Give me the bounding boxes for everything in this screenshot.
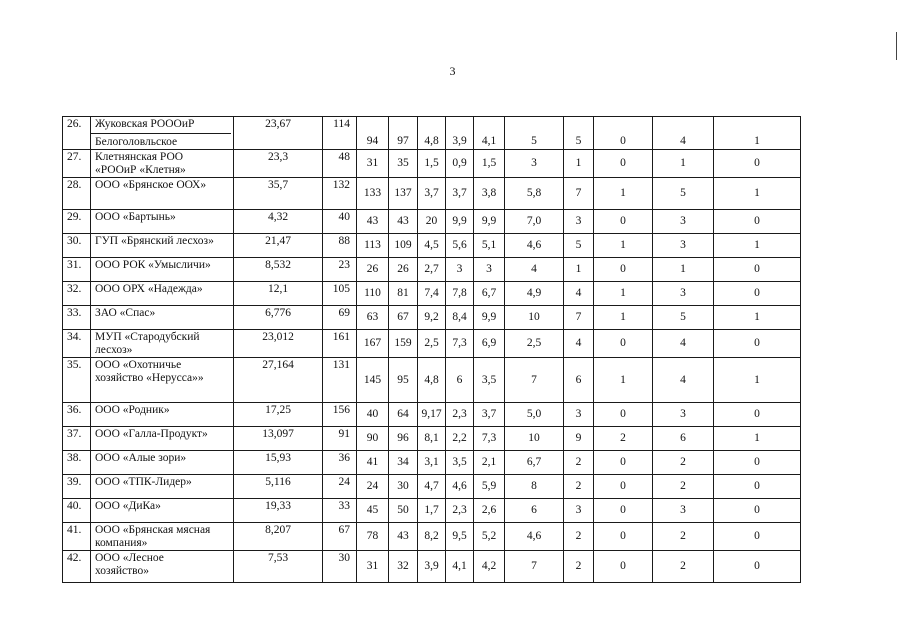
indicator-value: 1 (594, 358, 653, 403)
indicator-value: 145 (357, 358, 389, 403)
organization-name-line: лесхоз» (95, 344, 133, 356)
table-row (63, 330, 801, 358)
indicator-value: 1,5 (418, 150, 446, 178)
indicator-value: 1 (564, 258, 594, 282)
organization-name-line: ООО «Брянское ООХ» (95, 179, 207, 191)
organization-name (91, 306, 234, 330)
row-number: 37. (63, 427, 91, 451)
indicator-value: 2,3 (446, 499, 474, 523)
indicator-value: 1 (714, 117, 801, 150)
indicator-value: 3 (446, 258, 474, 282)
table-row (63, 178, 801, 210)
indicator-value: 35 (389, 150, 418, 178)
indicator-value: 1 (564, 150, 594, 178)
indicator-value: 2 (653, 523, 714, 551)
indicator-value: 0 (714, 499, 801, 523)
indicator-value: 4,1 (446, 551, 474, 583)
organization-name-line: хозяйство «Нерусса»» (95, 372, 204, 384)
indicator-value: 0 (594, 117, 653, 150)
indicator-value: 2 (653, 451, 714, 475)
area-value: 19,33 (234, 499, 323, 523)
row-number: 30. (63, 234, 91, 258)
indicator-value: 4 (505, 258, 564, 282)
area-value: 5,116 (234, 475, 323, 499)
indicator-value: 3 (564, 499, 594, 523)
indicator-value: 10 (505, 306, 564, 330)
area-value: 7,53 (234, 551, 323, 583)
indicator-value: 5,9 (474, 475, 505, 499)
organization-name-line: Клетнянская РОО (95, 151, 184, 163)
row-number: 42. (63, 551, 91, 583)
indicator-value: 3,7 (446, 178, 474, 210)
indicator-value: 32 (389, 551, 418, 583)
indicator-value: 0 (594, 210, 653, 234)
area-value: 23,3 (234, 150, 323, 178)
row-number: 41. (63, 523, 91, 551)
indicator-value: 5,1 (474, 234, 505, 258)
indicator-value: 1 (594, 178, 653, 210)
area-value: 8,207 (234, 523, 323, 551)
indicator-value: 6 (564, 358, 594, 403)
indicator-value: 4,9 (505, 282, 564, 306)
row-number: 34. (63, 330, 91, 358)
indicator-value: 2,5 (505, 330, 564, 358)
indicator-value: 2 (564, 451, 594, 475)
count-value: 30 (323, 551, 357, 583)
row-number: 31. (63, 258, 91, 282)
indicator-value: 2,7 (418, 258, 446, 282)
count-value: 33 (323, 499, 357, 523)
indicator-value: 95 (389, 358, 418, 403)
count-value: 161 (323, 330, 357, 358)
indicator-value: 3,5 (446, 451, 474, 475)
count-value: 36 (323, 451, 357, 475)
row-number: 36. (63, 403, 91, 427)
indicator-value: 1 (594, 282, 653, 306)
indicator-value: 0 (594, 475, 653, 499)
area-value: 12,1 (234, 282, 323, 306)
indicator-value: 1 (594, 306, 653, 330)
indicator-value: 8,4 (446, 306, 474, 330)
indicator-value: 43 (389, 210, 418, 234)
indicator-value: 4 (564, 330, 594, 358)
indicator-value: 30 (389, 475, 418, 499)
indicator-value: 4,1 (474, 117, 505, 150)
indicator-value: 6 (446, 358, 474, 403)
organization-name (91, 427, 234, 451)
indicator-value: 24 (357, 475, 389, 499)
organization-name-line: ООО РОК «Умысличи» (95, 259, 211, 271)
indicator-value: 1 (714, 306, 801, 330)
indicator-value: 3,1 (418, 451, 446, 475)
indicator-value: 4 (653, 358, 714, 403)
table-row (63, 258, 801, 282)
indicator-value: 40 (357, 403, 389, 427)
indicator-value: 109 (389, 234, 418, 258)
area-value: 21,47 (234, 234, 323, 258)
table-row (63, 451, 801, 475)
indicator-value: 2 (653, 475, 714, 499)
organization-name (91, 551, 234, 583)
indicator-value: 5 (653, 306, 714, 330)
scan-edge-mark (896, 32, 897, 60)
organization-name-line: МУП «Стародубский (95, 331, 200, 343)
count-value: 114 (323, 117, 357, 150)
indicator-value: 3 (653, 234, 714, 258)
indicator-value: 2 (564, 551, 594, 583)
table-row (63, 358, 801, 403)
count-value: 88 (323, 234, 357, 258)
indicator-value: 0 (714, 551, 801, 583)
indicator-value: 0 (714, 258, 801, 282)
indicator-value: 31 (357, 150, 389, 178)
indicator-value: 1 (653, 258, 714, 282)
count-value: 24 (323, 475, 357, 499)
indicator-value: 3 (653, 403, 714, 427)
table-row (63, 117, 801, 150)
organization-name (91, 523, 234, 551)
organization-name (91, 451, 234, 475)
row-number: 28. (63, 178, 91, 210)
area-value: 17,25 (234, 403, 323, 427)
indicator-value: 43 (389, 523, 418, 551)
indicator-value: 5 (505, 117, 564, 150)
indicator-value: 2 (564, 475, 594, 499)
area-value: 8,532 (234, 258, 323, 282)
count-value: 91 (323, 427, 357, 451)
organization-name (91, 358, 234, 403)
area-value: 4,32 (234, 210, 323, 234)
indicator-value: 2 (564, 523, 594, 551)
table-body (63, 117, 801, 583)
indicator-value: 1 (653, 150, 714, 178)
indicator-value: 4 (564, 282, 594, 306)
indicator-value: 81 (389, 282, 418, 306)
organization-name-line: ООО «Алые зори» (95, 452, 187, 464)
indicator-value: 5,8 (505, 178, 564, 210)
indicator-value: 31 (357, 551, 389, 583)
indicator-value: 6,7 (474, 282, 505, 306)
indicator-value: 6 (505, 499, 564, 523)
table-row (63, 523, 801, 551)
indicator-value: 3,7 (418, 178, 446, 210)
organization-name-line: Жуковская РОООиР (95, 118, 195, 130)
indicator-value: 2,6 (474, 499, 505, 523)
indicator-value: 2 (594, 427, 653, 451)
organization-name-line: ООО ОРХ «Надежда» (95, 283, 203, 295)
organization-name (91, 330, 234, 358)
indicator-value: 96 (389, 427, 418, 451)
indicator-value: 4,6 (446, 475, 474, 499)
organization-name (91, 150, 234, 178)
organization-name-line: ООО «Родник» (95, 404, 170, 416)
indicator-value: 5 (564, 234, 594, 258)
indicator-value: 64 (389, 403, 418, 427)
row-number: 26. (63, 117, 91, 150)
indicator-value: 2,5 (418, 330, 446, 358)
indicator-value: 137 (389, 178, 418, 210)
row-number: 33. (63, 306, 91, 330)
indicator-value: 4 (653, 117, 714, 150)
indicator-value: 6,9 (474, 330, 505, 358)
table-row (63, 210, 801, 234)
indicator-value: 8 (505, 475, 564, 499)
count-value: 23 (323, 258, 357, 282)
row-number: 29. (63, 210, 91, 234)
organization-name-line: ЗАО «Спас» (95, 307, 156, 319)
count-value: 69 (323, 306, 357, 330)
count-value: 48 (323, 150, 357, 178)
indicator-value: 8,1 (418, 427, 446, 451)
indicator-value: 1 (714, 234, 801, 258)
indicator-value: 7,4 (418, 282, 446, 306)
indicator-value: 67 (389, 306, 418, 330)
organization-name-line: ООО «Лесное (95, 552, 164, 564)
indicator-value: 78 (357, 523, 389, 551)
indicator-value: 94 (357, 117, 389, 150)
area-value: 23,67 (234, 117, 323, 150)
indicator-value: 41 (357, 451, 389, 475)
indicator-value: 63 (357, 306, 389, 330)
organization-name-line: компания» (95, 537, 148, 549)
indicator-value: 7 (505, 551, 564, 583)
count-value: 67 (323, 523, 357, 551)
indicator-value: 4,6 (505, 234, 564, 258)
row-number: 35. (63, 358, 91, 403)
indicator-value: 3,7 (474, 403, 505, 427)
indicator-value: 0 (594, 403, 653, 427)
indicator-value: 3,5 (474, 358, 505, 403)
indicator-value: 4,2 (474, 551, 505, 583)
indicator-value: 9,2 (418, 306, 446, 330)
indicator-value: 0 (714, 282, 801, 306)
indicator-value: 45 (357, 499, 389, 523)
area-value: 27,164 (234, 358, 323, 403)
indicator-value: 90 (357, 427, 389, 451)
indicator-value: 1,5 (474, 150, 505, 178)
indicator-value: 2,1 (474, 451, 505, 475)
indicator-value: 26 (357, 258, 389, 282)
indicator-value: 5,6 (446, 234, 474, 258)
row-number: 39. (63, 475, 91, 499)
organization-name-line: хозяйство» (95, 565, 150, 577)
organization-name (91, 178, 234, 210)
indicator-value: 0 (714, 210, 801, 234)
indicator-value: 26 (389, 258, 418, 282)
indicator-value: 9,5 (446, 523, 474, 551)
indicator-value: 9,9 (446, 210, 474, 234)
indicator-value: 3 (653, 282, 714, 306)
organization-name (91, 499, 234, 523)
indicator-value: 0 (714, 451, 801, 475)
indicator-value: 0 (594, 150, 653, 178)
indicator-value: 0 (714, 475, 801, 499)
indicator-value: 0 (594, 523, 653, 551)
indicator-value: 7 (505, 358, 564, 403)
organization-name-line: ООО «ДиКа» (95, 500, 161, 512)
indicator-value: 6,7 (505, 451, 564, 475)
indicator-value: 97 (389, 117, 418, 150)
area-value: 23,012 (234, 330, 323, 358)
area-value: 13,097 (234, 427, 323, 451)
indicator-value: 0 (594, 551, 653, 583)
table-row (63, 427, 801, 451)
organization-name (91, 210, 234, 234)
indicator-value: 5 (653, 178, 714, 210)
indicator-value: 3 (653, 210, 714, 234)
indicator-value: 0 (594, 499, 653, 523)
indicator-value: 0 (594, 451, 653, 475)
organization-name-line: «РООиР «Клетня» (95, 164, 186, 176)
indicator-value: 3,8 (474, 178, 505, 210)
indicator-value: 0 (594, 330, 653, 358)
indicator-value: 3 (505, 150, 564, 178)
area-value: 35,7 (234, 178, 323, 210)
indicator-value: 1 (714, 427, 801, 451)
indicator-value: 0,9 (446, 150, 474, 178)
indicator-value: 2 (653, 551, 714, 583)
indicator-value: 20 (418, 210, 446, 234)
page-number: 3 (449, 64, 456, 78)
indicator-value: 0 (714, 403, 801, 427)
indicator-value: 1 (594, 234, 653, 258)
organization-name (91, 282, 234, 306)
indicator-value: 1,7 (418, 499, 446, 523)
area-value: 15,93 (234, 451, 323, 475)
indicator-value: 4,8 (418, 358, 446, 403)
indicator-value: 110 (357, 282, 389, 306)
hunting-grounds-table (62, 116, 801, 583)
indicator-value: 50 (389, 499, 418, 523)
table-row (63, 306, 801, 330)
organization-name-line: Белоголовльское (91, 133, 231, 149)
indicator-value: 10 (505, 427, 564, 451)
indicator-value: 1 (714, 358, 801, 403)
indicator-value: 5,0 (505, 403, 564, 427)
indicator-value: 4,8 (418, 117, 446, 150)
table-row (63, 150, 801, 178)
indicator-value: 5 (564, 117, 594, 150)
indicator-value: 0 (714, 330, 801, 358)
indicator-value: 159 (389, 330, 418, 358)
indicator-value: 2,2 (446, 427, 474, 451)
indicator-value: 9,9 (474, 210, 505, 234)
indicator-value: 7,8 (446, 282, 474, 306)
indicator-value: 113 (357, 234, 389, 258)
count-value: 40 (323, 210, 357, 234)
organization-name (91, 403, 234, 427)
organization-name (91, 258, 234, 282)
organization-name-line: ООО «ТПК-Лидер» (95, 476, 192, 488)
table-row (63, 234, 801, 258)
indicator-value: 2,3 (446, 403, 474, 427)
organization-name-line: ООО «Галла-Продукт» (95, 428, 208, 440)
indicator-value: 3 (564, 210, 594, 234)
table-row (63, 475, 801, 499)
indicator-value: 3,9 (446, 117, 474, 150)
indicator-value: 167 (357, 330, 389, 358)
indicator-value: 133 (357, 178, 389, 210)
indicator-value: 34 (389, 451, 418, 475)
table-row (63, 403, 801, 427)
indicator-value: 8,2 (418, 523, 446, 551)
indicator-value: 6 (653, 427, 714, 451)
indicator-value: 7,0 (505, 210, 564, 234)
indicator-value: 3 (564, 403, 594, 427)
row-number: 27. (63, 150, 91, 178)
indicator-value: 7 (564, 178, 594, 210)
indicator-value: 0 (594, 258, 653, 282)
indicator-value: 0 (714, 150, 801, 178)
count-value: 105 (323, 282, 357, 306)
indicator-value: 7 (564, 306, 594, 330)
indicator-value: 4,5 (418, 234, 446, 258)
indicator-value: 3 (474, 258, 505, 282)
area-value: 6,776 (234, 306, 323, 330)
count-value: 132 (323, 178, 357, 210)
table-row (63, 551, 801, 583)
count-value: 131 (323, 358, 357, 403)
indicator-value: 43 (357, 210, 389, 234)
indicator-value: 3,9 (418, 551, 446, 583)
organization-name (91, 117, 234, 150)
organization-name-line: ГУП «Брянский лесхоз» (95, 235, 214, 247)
indicator-value: 0 (714, 523, 801, 551)
row-number: 40. (63, 499, 91, 523)
count-value: 156 (323, 403, 357, 427)
row-number: 32. (63, 282, 91, 306)
table-row (63, 282, 801, 306)
organization-name-line: ООО «Бартынь» (95, 211, 176, 223)
organization-name-line: ООО «Брянская мясная (95, 524, 211, 536)
indicator-value: 7,3 (474, 427, 505, 451)
indicator-value: 9,17 (418, 403, 446, 427)
indicator-value: 9,9 (474, 306, 505, 330)
organization-name (91, 234, 234, 258)
indicator-value: 1 (714, 178, 801, 210)
indicator-value: 7,3 (446, 330, 474, 358)
indicator-value: 4,7 (418, 475, 446, 499)
indicator-value: 3 (653, 499, 714, 523)
table-row (63, 499, 801, 523)
row-number: 38. (63, 451, 91, 475)
organization-name-line: ООО «Охотничье (95, 359, 182, 371)
indicator-value: 9 (564, 427, 594, 451)
indicator-value: 4,6 (505, 523, 564, 551)
indicator-value: 4 (653, 330, 714, 358)
organization-name (91, 475, 234, 499)
indicator-value: 5,2 (474, 523, 505, 551)
